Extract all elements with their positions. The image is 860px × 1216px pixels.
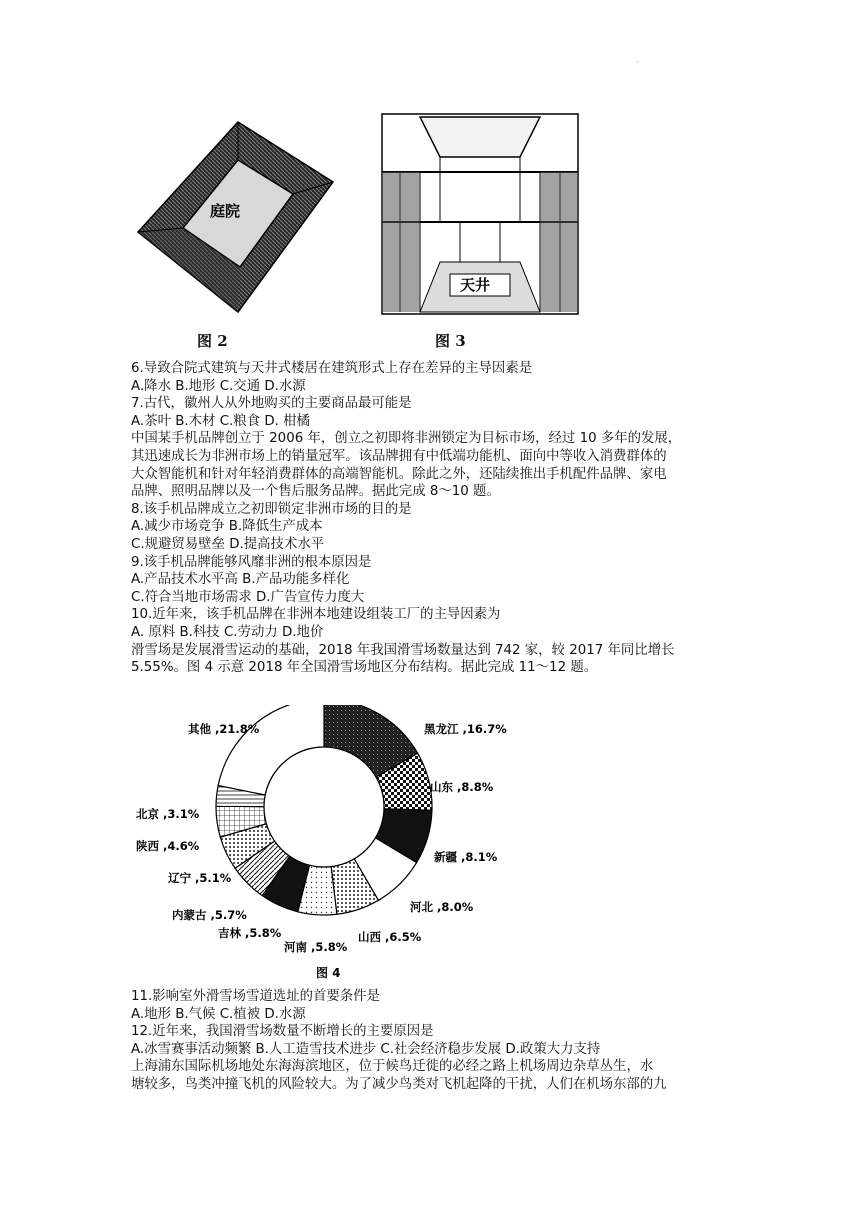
text-block-1 <box>131 360 731 677</box>
text-line: 滑雪场是发展滑雪运动的基础，2018 年我国滑雪场数量达到 742 家，较 2017 年同比增长 <box>131 642 675 658</box>
donut-label-11: 北京 ,3.1% <box>136 807 200 821</box>
donut-label-7: 吉林 ,5.8% <box>218 926 282 940</box>
text-line: 9.该手机品牌能够风靡非洲的根本原因是 <box>131 554 372 570</box>
donut-label-6: 河南 ,5.8% <box>284 940 348 954</box>
text-line: A.冰雪赛事活动频繁 B.人工造雪技术进步 C.社会经济稳步发展 D.政策大力支持 <box>131 1041 601 1057</box>
donut-label-8: 内蒙古 ,5.7% <box>172 908 247 922</box>
ski-resort-donut-chart <box>124 705 524 985</box>
text-line: A.产品技术水平高 B.产品功能多样化 <box>131 572 350 588</box>
text-line: 6.导致合院式建筑与天井式楼居在建筑形式上存在差异的主导因素是 <box>131 361 533 376</box>
text-line: 8.该手机品牌成立之初即锁定非洲市场的目的是 <box>131 501 412 517</box>
donut-label-12: 其他 ,21.8% <box>188 722 260 736</box>
text-line: 12.近年来，我国滑雪场数量不断增长的主要原因是 <box>131 1024 434 1040</box>
text-line: 11.影响室外滑雪场雪道选址的首要条件是 <box>131 989 380 1004</box>
figure-4-caption: 图 4 <box>316 966 341 980</box>
text-line: 上海浦东国际机场地处东海海滨地区，位于候鸟迁徙的必经之路上机场周边杂草丛生，水 <box>131 1059 654 1075</box>
text-line: A.减少市场竞争 B.降低生产成本 <box>131 519 323 535</box>
donut-slices <box>216 705 432 915</box>
figure-2-caption: 图 2 <box>197 332 228 350</box>
text-line: C.规避贸易壁垒 D.提高技术水平 <box>131 536 325 552</box>
donut-label-9: 辽宁 ,5.1% <box>168 871 232 885</box>
text-line: A.降水 B.地形 C.交通 D.水源 <box>131 378 306 394</box>
text-line: 5.55%。图 4 示意 2018 年全国滑雪场地区分布结构。据此完成 11～12 题。 <box>131 660 598 676</box>
text-line: 其迅速成长为非洲市场上的销量冠军。该品牌拥有中低端功能机、面向中等收入消费群体的 <box>131 448 667 464</box>
donut-label-2: 山东 ,8.8% <box>430 780 494 794</box>
text-line: 大众智能机和针对年轻消费群体的高端智能机。除此之外，还陆续推出手机配件品牌、家电 <box>131 466 667 482</box>
skywell-label: 天井 <box>460 276 491 294</box>
courtyard-label: 庭院 <box>210 202 241 220</box>
text-line: A. 原料 B.科技 C.劳动力 D.地价 <box>131 624 324 640</box>
figure-3-caption: 图 3 <box>435 332 466 350</box>
text-line: 塘较多，鸟类冲撞飞机的风险较大。为了减少鸟类对飞机起降的干扰，人们在机场东部的九 <box>131 1076 667 1092</box>
text-line: A.茶叶 B.木材 C.粮食 D. 柑橘 <box>131 413 310 429</box>
donut-label-10: 陕西 ,4.6% <box>136 839 200 853</box>
text-line: A.地形 B.气候 C.植被 D.水源 <box>131 1006 306 1022</box>
text-line: 7.古代，徽州人从外地购买的主要商品最可能是 <box>131 396 412 412</box>
courtyard-house-illustration <box>128 112 338 327</box>
donut-label-3: 新疆 ,8.1% <box>434 850 498 864</box>
donut-label-4: 河北 ,8.0% <box>410 900 474 914</box>
text-block-2 <box>131 988 731 1094</box>
donut-label-5: 山西 ,6.5% <box>358 930 422 944</box>
text-line: 品牌、照明品牌以及一个售后服务品牌。据此完成 8～10 题。 <box>131 484 500 500</box>
text-line: 中国某手机品牌创立于 2006 年，创立之初即将非洲锁定为目标市场，经过 10 多年的发展， <box>131 431 682 447</box>
donut-hole <box>264 747 384 867</box>
page-dot: · <box>636 58 639 67</box>
text-line: C.符合当地市场需求 D.广告宣传力度大 <box>131 589 365 605</box>
donut-label-1: 黑龙江 ,16.7% <box>424 722 507 736</box>
text-line: 10.近年来，该手机品牌在非洲本地建设组装工厂的主导因素为 <box>131 607 501 623</box>
skywell-interior-illustration <box>380 112 580 327</box>
